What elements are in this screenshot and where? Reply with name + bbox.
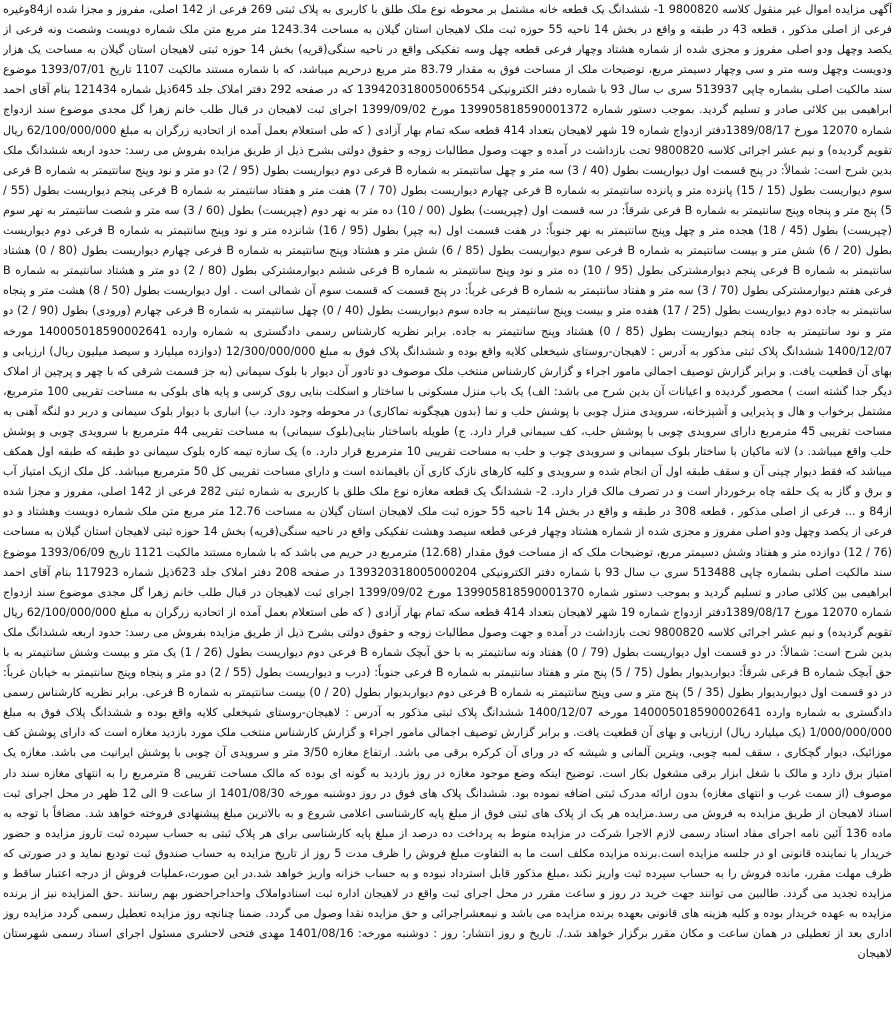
notice-paragraph: [3, 0, 892, 965]
notice-body: 1- ششدانگ یک قطعه خانه مشتمل بر محوطه نوع ملک طلق با کاربری به پلاک ثبتی 269 فرعی از 142 اصلی، مفروز و مجزا شده از84وغیره فرعی از اصلی مذکور ، قطعه 43 در طبقه و واقع در بخش 14 ناحیه 55 حوزه ثبت ملک لاهیجان استان گیلان به مساحت 1243.34 متر مربع متن ملک شماره دویست وشصت ونه فرعی از یکصد وچهل ودو اصلی مفروز و مجزی شده از شماره هشتاد وچهار فرعی قطعه چهل وسه تفکیکی واقع در ناحیه سنگی(قریه) بخش 14 حوزه ثبتی لاهیجان استان گیلان به مساحت یک هزار ودویست وچهل وسه متر و سی وچهار دسیمتر مربع، توضیحات ملک از مساحت فوق به مقدار 83.79 متر مربع درحریم میباشد، که با شماره مستند مالکیت 1107 تاریخ 1393/07/01 موضوع سند مالکیت اصلی بشماره چاپی 513937 سری ب سال 93 با شماره دفتر الکترونیکی 139420318005006554 که در صفحه 292 دفتر املاک جلد 645ذیل شماره 121434 بنام آقای احمد ابراهیمی بین کلائی صادر و تسلیم گردید. بموجب دستور شماره 139905818590001372 مورخ 1399/09/02 اجرای ثبت لاهیجان در قبال طلب خانم زهرا گل مجدی موضوع سند ازدواج شماره 12070 مورخ 1389/08/17دفتر ازدواج شماره 19 شهر لاهیجان بتعداد 414 قطعه سکه تمام بهار آزادی ( که طی استعلام بعمل آمده از اتحادیه زرگران به مبلغ 62/100/000/000 ریال تقویم گردیده) و نیم عشر اجرائی کلاسه 9800820 تحت بازداشت در آمده و جهت وصول مطالبات زوجه و حقوق دولتی بشرح ذیل از طریق مزایده بفروش می رسد: حدود اربعه ششدانگ ملک بدین شرح است: شمالاً: در پنج قسمت اول دیواریست بطول (40 / 3) سه متر و چهل سانتیمتر به شماره B فرعی دوم دیواریست بطول (95 / 2) دو متر و نود وپنج سانتیمتر به شماره B فرعی سوم دیواریست بطول (15 / 15) پانزده متر و پانزده سانتیمتر به شماره B فرعی چهارم دیواریست بطول (70 / 7) هفت متر و هفتاد سانتیمتر به شماره B فرعی پنجم دیواریست بطول (55 / 5) پنج متر و پنجاه وپنج سانتیمتر به شماره B فرعی شرقاً: در سه قسمت اول (چپریست) بطول (00 / 10) ده متر به نهر دوم (چپریست) بطول (60 / 3) سه متر و شصت سانتیمتر به نهر سوم (چپریست) بطول (45 / 18) هجده متر و چهل وپنج سانتیمتر به نهر جنوباً: در هفت قسمت اول (به چپر) بطول (95 / 16) شانزده متر و نود وپنج سانتیمتر به شماره B فرعی دوم دیواریست بطول (20 / 6) شش متر و بیست سانتیمتر به شماره B فرعی سوم دیواریست بطول (85 / 6) شش متر و هشتاد وپنج سانتیمتر به شماره B فرعی چهارم دیواریست بطول (80 / 0) هشتاد سانتیمتر به شماره B فرعی پنجم دیوارمشترکی بطول (95 / 10) ده متر و نود وپنج سانتیمتر به شماره B فرعی ششم دیوارمشترکی بطول (80 / 2) دو متر و هشتاد سانتیمتر به شماره B فرعی هفتم دیوارمشترکی بطول (70 / 3) سه متر و هفتاد سانتیمتر به شماره B فرعی غرباً: در پنج قسمت که قسمت سوم آن شمالی است . اول دیواریست بطول (50 / 8) هشت متر و پنجاه سانتیمتر به جاده دوم دیواریست بطول (25 / 17) هفده متر و بیست وپنج سانتیمتر به جاده سوم دیواریست بطول (40 / 0) چهل سانتیمتر به شماره B فرعی چهارم (ورودی) بطول (90 / 2) دو متر و نود سانتیمتر به جاده پنجم دیواریست بطول (85 / 0) هشتاد وپنج سانتیمتر به جاده. برابر نظریه کارشناس رسمی دادگستری به شماره وارده 140005018590002641 مورخه 1400/12/07 ششدانگ پلاک ثبتی مذکور به آدرس : لاهیجان-روستای شیخعلی کلایه واقع بوده و ششدانگ پلاک فوق به مبلغ 12/300/000/000 (دوازده میلیارد و سیصد میلیون ریال) ارزیابی و بهای آن قطعیت یافت. و برابر گزارش توصیف اجمالی مامور اجراء و گزارش کارشناس منتخب ملک موصوف دو تادور آن دیوار با بلوک سیمانی (به جز قسمت شرقی که با چهر و پرچین از املاک دیگر جدا گشته است ) محصور گردیده و اعیانات آن بدین شرح می باشد: الف) یک باب منزل مسکونی با ساختار و اسکلت بنایی روی کرسی و پایه های بلوکی به مساحت تقریبی 100 مترمربع، مشتمل برخواب و هال و پذیرایی و آشپزخانه، سرویدی منزل چوبی با پوشش حلب و نما (بدون هیچگونه نماکاری) در محوطه وجود دارد. ب) انباری با دیوار بلوک سیمانی و دربر دو لنگه آهنی به مساحت تقریبی 45 مترمربع دارای سرویدی چوبی با پوشش حلب، کف سیمانی قرار دارد. ج) طویله باساختار بنایی(بلوک سیمانی) به مساحت تقریبی 44 مترمربع با سرویدی چوبی و پوشش حلب واقع میباشد. د) لانه ماکیان با ساختار بلوک سیمانی و سرویدی چوب و حلب به مساحت تقریبی 10 مترمربع قرار دارد. ه) یک سازه تیمه کاره بلوک سیمانی دو طبقه که طبقه اول همکف میباشد که فقط دیوار چینی آن و سقف طبقه اول آن انجام شده و سرویدی و کلیه کارهای نازک کاری آن باقیمانده است و دارای مساحت تقریبی کل 50 مترمربع میباشد. کل ملک ازیک امتیاز آب و برق و گاز به یک حلقه چاه برخوردار است و در تصرف مالک قرار دارد. 2- ششدانگ یک قطعه مغازه نوع ملک طلق با کاربری به شماره ثبتی 282 فرعی از 142 اصلی، مفروز و مجزا شده از84 و ... فرعی از اصلی مذکور ، قطعه 308 در طبقه و واقع در بخش 14 ناحیه 55 حوزه ثبت ملک لاهیجان استان گیلان به مساحت 12.76 متر مربع متن ملک شماره دویست وهشتاد و دو فرعی از یکصد وچهل ودو اصلی مفروز و مجزی شده از شماره هشتاد وچهار فرعی قطعه سیصد وهشت تفکیکی واقع در ناحیه سنگی(قریه) بخش 14 حوزه ثبتی لاهیجان استان گیلان به مساحت (76 / 12) دوازده متر و هفتاد وشش دسیمتر مربع، توضیحات ملک که از مساحت فوق مقدار (12.68) مترمربع در حریم می باشد که با شماره مستند مالکیت 1121 تاریخ 1393/06/09 موضوع سند مالکیت اصلی بشماره چاپی 513488 سری ب سال 93 با شماره دفتر الکترونیکی 139320318005000204 در صفحه 208 دفتر املاک جلد 623ذیل شماره 117923 بنام آقای احمد ابراهیمی بین کلائی صادر و تسلیم گردید و بموجب دستور شماره 139905818590001370 مورخ 1399/09/02 اجرای ثبت لاهیجان در قبال طلب خانم زهرا گل مجدی موضوع سند ازدواج شماره 12070 مورخ 1389/08/17دفتر ازدواج شماره 19 شهر لاهیجان بتعداد 414 قطعه سکه تمام بهار آزادی ( که طی استعلام بعمل آمده از اتحادیه زرگران به مبلغ 62/100/000/000 ریال تقویم گردیده) و نیم عشر اجرائی کلاسه 9800820 تحت بازداشت در آمده و جهت وصول مطالبات زوجه و حقوق دولتی بشرح ذیل از طریق مزایده بفروش می رسد: حدود اربعه ششدانگ ملک بدین شرح است: شمالاً: در دو قسمت اول دیواریست بطول (79 / 0) هفتاد ونه سانتیمتر به با حق آبچک شماره B فرعی دوم دیواریست بطول (26 / 1) یک متر و بیست وشش سانتیمتر به با حق آبچک شماره B فرعی شرقاً: دیواربدیوار بطول (75 / 5) پنج متر و هفتاد سانتیمتر به شماره B فرعی جنوباً: (درب و دیواریست بطول (55 / 2) دو متر و پنجاه وپنج سانتیمتر به خیابان غرباً: در دو قسمت اول دیواربدیوار بطول (35 / 5) پنج متر و سی وپنج سانتیمتر به شماره B فرعی دوم دیواربدیوار بطول (20 / 0) بیست سانتیمتر به شماره B فرعی. برابر نظریه کارشناس رسمی دادگستری به شماره وارده 140005018590002641 مورخه 1400/12/07 ششدانگ پلاک ثبتی مذکور به آدرس : لاهیجان-روستای شیخعلی کلایه واقع بوده و ششدانگ پلاک فوق به مبلغ 1/000/000/000 (یک میلیارد ریال) ارزیابی و بهای آن قطعیت یافت. و برابر گزارش توصیف اجمالی مامور اجراء و گزارش کارشناس منتخب ملک مورد بازدید مغازه است که دارای پوشش کف موزائیک، دیوار گچکاری ، سقف لمبه چوبی، ویترین آلمانی و شیشه که در ورای آن کرکره برقی می باشد. ارتفاع مغازه 3/50 متر و سرویدی آن چوبی با پوشش ایرانیت می باشد. مغازه یک امتیاز برق دارد و مالک با شغل ابزار برقی مشغول بکار است. توضیح اینکه وضع موجود مغازه در روز بازدید به گونه ای بوده که مالک مساحت تقریبی 8 مترمربع را به انتهای مغازه سند دار موصوف (از سمت غرب و انتهای مغازه) بدون ارائه مدرک ثبتی اضافه نموده بود. ششدانگ پلاک های فوق در روز دوشنبه مورخه 1401/08/30 از ساعت 9 الی 12 ظهر در محل اجرای ثبت اسناد لاهیجان از طریق مزایده به فروش می رسد.مزایده هر یک از پلاک های ثبتی فوق از مبلغ پایه کارشناسی اعلامی شروع و به بالاترین مبلغ پیشنهادی فروخته خواهد شد. مضافاً با توجه به ماده 136 آئین نامه اجرای مفاد اسناد رسمی لازم الاجرا شرکت در مزایده منوط به پرداخت ده درصد از مبلغ پایه کارشناسی برای هر پلاک ثبتی به حساب سپرده ثبت تاروز مزایده و حضور خریدار یا نماینده قانونی او در جلسه مزایده است.برنده مزایده مکلف است ما به التفاوت مبلغ فروش را ظرف مدت 5 روز از تاریخ مزایده به حساب صندوق ثبت تودیع نماید و در صورتی که ظرف مهلت مقرر، مانده فروش را به حساب سپرده ثبت واریز نکند ،مبلغ مذکور قابل استرداد نبوده و به حساب خزانه واریز خواهد شد.در این صورت،عملیات فروش از درجه اعتبار ساقط و مزایده تجدید می گردد. طالبین می توانند جهت خرید در روز و ساعت مقرر در محل اجرای ثبت واقع در لاهیجان اداره ثبت اسنادواملاک واحداجراحضور بهم رسانند .حق المزایده نیز از برنده مزایده به عهده خریدار بوده و کلیه هزینه های قانونی بعهده برنده مزایده می باشد و نیمعشراجرائی و حق مزایده نقدا وصول می گردد. ضمنا چنانچه روز مزایده تعطیل رسمی گردد مزایده روز اداری بعد از تعطیلی در همان ساعت و مکان مقرر برگزار خواهد شد./. تاریخ و روز انتشار: روز : دوشنبه مورخه: 1401/08/16 مهدی فتحی لاحشری مسئول اجرای اسناد رسمی شهرستان لاهیجان: [3, 3, 892, 961]
notice-heading: آگهی مزایده اموال غیر منقول کلاسه 9800820: [668, 3, 892, 16]
